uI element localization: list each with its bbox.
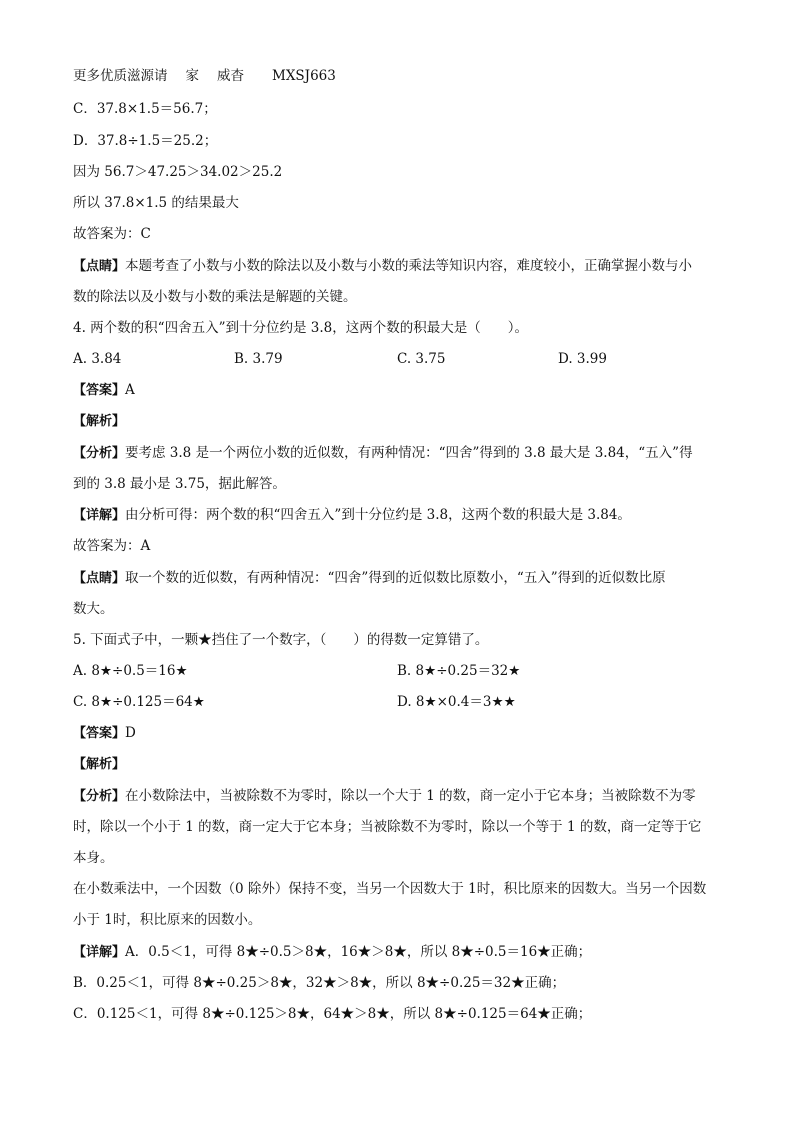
q5-xiangjie: [73, 942, 733, 963]
text-line: C．37.8×1.5＝56.7；: [73, 101, 217, 117]
text-line: 时，除以一个小于 1 的数，商一定大于它本身；当被除数不为零时，除以一个等于 1 的数，商一定等于它: [73, 819, 702, 835]
fenxi-text: 要考虑 3.8 是一个两位小数的近似数，有两种情况：“四舍”得到的 3.8 最大是 3.84，“五入”得: [125, 445, 693, 461]
q5-jiexi-tag: [73, 754, 733, 775]
q4-option-a: A. 3.84: [73, 351, 122, 367]
answer-tag: 【答案】: [73, 383, 126, 398]
q4-option-b: B. 3.79: [234, 351, 283, 367]
text-line: D．37.8÷1.5＝25.2；: [73, 133, 218, 149]
text-line: 到的 3.8 最小是 3.75，据此解答。: [73, 476, 286, 492]
q4-answer: [73, 380, 733, 401]
q5-option-d: D. 8★×0.4＝3★★: [397, 694, 516, 710]
text-line: 故答案为：C: [73, 226, 151, 242]
answer-tag: 【答案】: [73, 726, 126, 741]
question-4-stem: 4. 两个数的积“四舍五入”到十分位约是 3.8，这两个数的积最大是（ ）。: [73, 320, 528, 336]
text-line: 小于 1时，积比原来的因数小。: [73, 912, 262, 928]
dianjing-text: 本题考查了小数与小数的除法以及小数与小数的乘法等知识内容，难度较小，正确掌握小数与小: [125, 258, 693, 274]
text-line: 故答案为：A: [73, 538, 151, 554]
jiexi-tag: 【解析】: [73, 757, 126, 772]
text-line: 数的除法以及小数与小数的乘法是解题的关键。: [73, 289, 357, 305]
header-text-4: MXSJ663: [272, 68, 336, 84]
dianjing-tag: 【点睛】: [73, 259, 126, 274]
header-text-2: 家: [185, 68, 199, 84]
header-text-3: 威杳: [217, 68, 244, 84]
q5-fenxi: [73, 786, 733, 807]
dianjing-paragraph: [73, 256, 733, 277]
header-text-1: 更多优质滋源请: [73, 68, 168, 84]
text-line: B．0.25＜1，可得 8★÷0.25＞8★，32★＞8★，所以 8★÷0.25＝32★正确；: [73, 975, 566, 991]
text-line: C．0.125＜1，可得 8★÷0.125＞8★，64★＞8★，所以 8★÷0.125＝64★正确；: [73, 1006, 592, 1022]
dianjing-text: 取一个数的近似数，有两种情况：“四舍”得到的近似数比原数小，“五入”得到的近似数比原: [125, 570, 666, 586]
q4-dianjing: [73, 568, 733, 589]
page-header: [73, 66, 733, 86]
xiangjie-text: A．0.5＜1，可得 8★÷0.5＞8★，16★＞8★，所以 8★÷0.5＝16★正确；: [125, 944, 592, 960]
fenxi-tag: 【分析】: [73, 446, 126, 461]
fenxi-tag: 【分析】: [73, 789, 126, 804]
text-line: 在小数乘法中，一个因数（0 除外）保持不变，当另一个因数大于 1时，积比原来的因数大。当另一个因数: [73, 881, 707, 897]
q4-option-d: D. 3.99: [558, 351, 607, 367]
xiangjie-tag: 【详解】: [73, 945, 126, 960]
text-line: 因为 56.7＞47.25＞34.02＞25.2: [73, 164, 283, 180]
q5-answer: [73, 723, 733, 744]
q5-option-a: A. 8★÷0.5＝16★: [73, 663, 188, 679]
xiangjie-tag: 【详解】: [73, 508, 126, 523]
q5-option-b: B. 8★÷0.25＝32★: [397, 663, 521, 679]
xiangjie-text: 由分析可得：两个数的积“四舍五入”到十分位约是 3.8，这两个数的积最大是 3.84。: [125, 507, 631, 523]
q5-option-c: C. 8★÷0.125＝64★: [73, 694, 205, 710]
text-line: 数大。: [73, 601, 114, 617]
dianjing-tag: 【点睛】: [73, 571, 126, 586]
question-5-stem: 5. 下面式子中，一颗★挡住了一个数字，（ ）的得数一定算错了。: [73, 632, 489, 648]
jiexi-tag: 【解析】: [73, 414, 126, 429]
q4-jiexi-tag: [73, 411, 733, 432]
q4-option-c: C. 3.75: [397, 351, 446, 367]
answer-value: D: [125, 725, 136, 741]
q4-xiangjie: [73, 505, 733, 526]
q4-fenxi: [73, 443, 733, 464]
text-line: 本身。: [73, 850, 114, 866]
text-line: 所以 37.8×1.5 的结果最大: [73, 195, 239, 211]
fenxi-text: 在小数除法中，当被除数不为零时，除以一个大于 1 的数，商一定小于它本身；当被除数不为零: [125, 788, 696, 804]
answer-value: A: [125, 382, 135, 398]
